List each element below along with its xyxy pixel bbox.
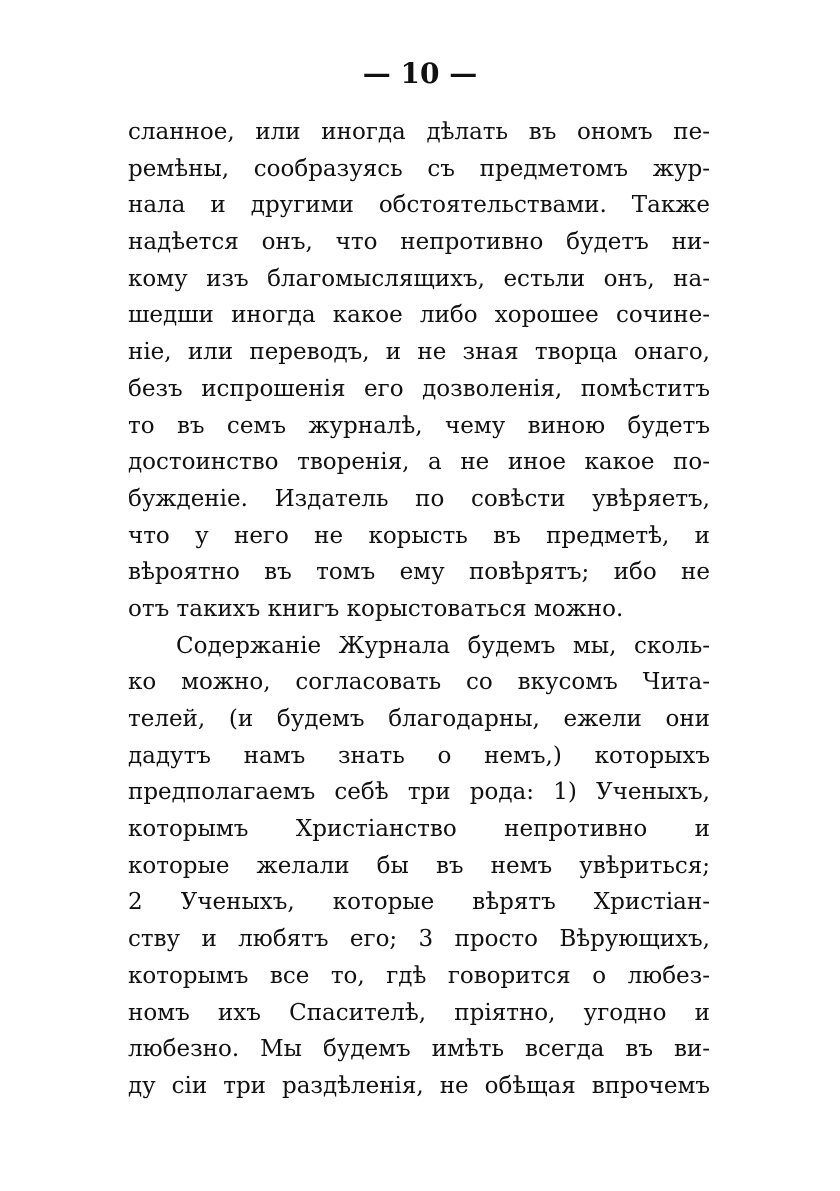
text-line: ремѣны, сообразуясь съ предметомъ жур- <box>128 155 710 182</box>
text-line: отъ такихъ книгъ корыстоваться можно. <box>128 595 624 622</box>
text-line: телей, (и будемъ благодарны, ежели они <box>128 706 710 732</box>
text-line: любезно. Мы будемъ имѣть всегда въ ви- <box>128 1036 710 1063</box>
page-number-header: — 10 — <box>362 57 478 90</box>
text-line: надѣется онъ, что непротивно будетъ ни- <box>128 229 710 256</box>
text-line: дадутъ намъ знать о немъ,) которыхъ <box>128 742 710 769</box>
text-line: предполагаемъ себѣ три рода: 1) Ученыхъ, <box>128 779 710 806</box>
text-line: бужденiе. Издатель по совѣсти увѣряетъ, <box>128 485 710 512</box>
text-line: вѣроятно въ томъ ему повѣрятъ; ибо не <box>128 559 710 586</box>
text-line: нiе, или переводъ, и не зная творца онаго, <box>128 339 710 366</box>
text-line: ко можно, согласовать со вкусомъ Чита- <box>128 669 710 696</box>
text-line: ду сiи три раздѣленiя, не обѣщая впрочемъ <box>128 1072 710 1099</box>
text-line: номъ ихъ Спасителѣ, прiятно, угодно и <box>128 999 710 1026</box>
body-text <box>128 114 710 1105</box>
text-line: достоинство творенiя, а не иное какое по- <box>128 449 710 476</box>
text-line: 2 Ученыхъ, которые вѣрятъ Христiан- <box>128 889 710 916</box>
text-line: кому изъ благомыслящихъ, естьли онъ, на- <box>128 265 710 292</box>
text-line: нала и другими обстоятельствами. Также <box>128 192 710 219</box>
text-line: которые желали бы въ немъ увѣриться; <box>128 852 710 879</box>
text-line: Содержанiе Журнала будемъ мы, сколь- <box>176 632 710 659</box>
text-line: сланное, или иногда дѣлать въ ономъ пе- <box>128 119 710 145</box>
text-line: которымъ Христiанство непротивно и <box>128 816 710 843</box>
text-line: ству и любятъ его; 3 просто Вѣрующихъ, <box>128 926 710 953</box>
text-line: то въ семъ журналѣ, чему виною будетъ <box>128 412 710 439</box>
text-line: которымъ все то, гдѣ говорится о любез- <box>128 962 710 989</box>
text-line: безъ испрошенiя его дозволенiя, помѣститъ <box>128 375 710 402</box>
text-line: шедши иногда какое либо хорошее сочине- <box>128 302 710 329</box>
text-line: что у него не корысть въ предметѣ, и <box>128 522 710 549</box>
